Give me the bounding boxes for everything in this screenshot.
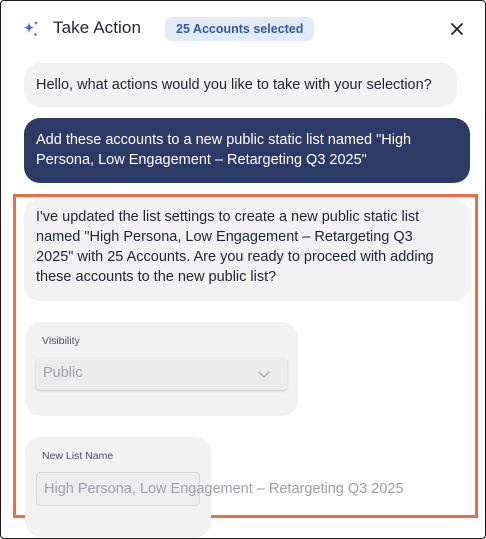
list-name-value: High Persona, Low Engagement – Retargeting Q3 2025 <box>44 481 404 497</box>
visibility-card <box>25 322 298 416</box>
visibility-select[interactable] <box>36 358 287 390</box>
assistant-reply-line: I've updated the list settings to create a new public static list <box>36 209 420 225</box>
user-message <box>24 118 470 183</box>
assistant-reply-message <box>24 199 470 301</box>
assistant-reply-line: these accounts to the new public list? <box>36 269 277 285</box>
panel-header <box>1 1 485 57</box>
close-icon[interactable] <box>447 19 467 39</box>
user-message-line: Persona, Low Engagement – Retargeting Q3 2025" <box>36 152 367 168</box>
visibility-label: Visibility <box>42 335 80 347</box>
chevron-down-icon <box>257 367 271 381</box>
selection-count-badge: 25 Accounts selected <box>165 17 314 41</box>
list-name-card <box>25 437 404 537</box>
visibility-value: Public <box>43 365 83 381</box>
panel-title: Take Action <box>53 18 142 37</box>
user-message-line: Add these accounts to a new public static list named "High <box>36 132 412 148</box>
list-name-input[interactable] <box>36 472 404 506</box>
list-name-label: New List Name <box>42 450 114 462</box>
assistant-reply-line: named "High Persona, Low Engagement – Retargeting Q3 <box>36 229 413 245</box>
assistant-reply-line: 2025" with 25 Accounts. Are you ready to proceed with adding <box>36 249 434 265</box>
assistant-greeting-text: Hello, what actions would you like to take with your selection? <box>36 77 432 93</box>
assistant-greeting-message <box>24 63 457 107</box>
sparkle-icon <box>21 19 41 39</box>
